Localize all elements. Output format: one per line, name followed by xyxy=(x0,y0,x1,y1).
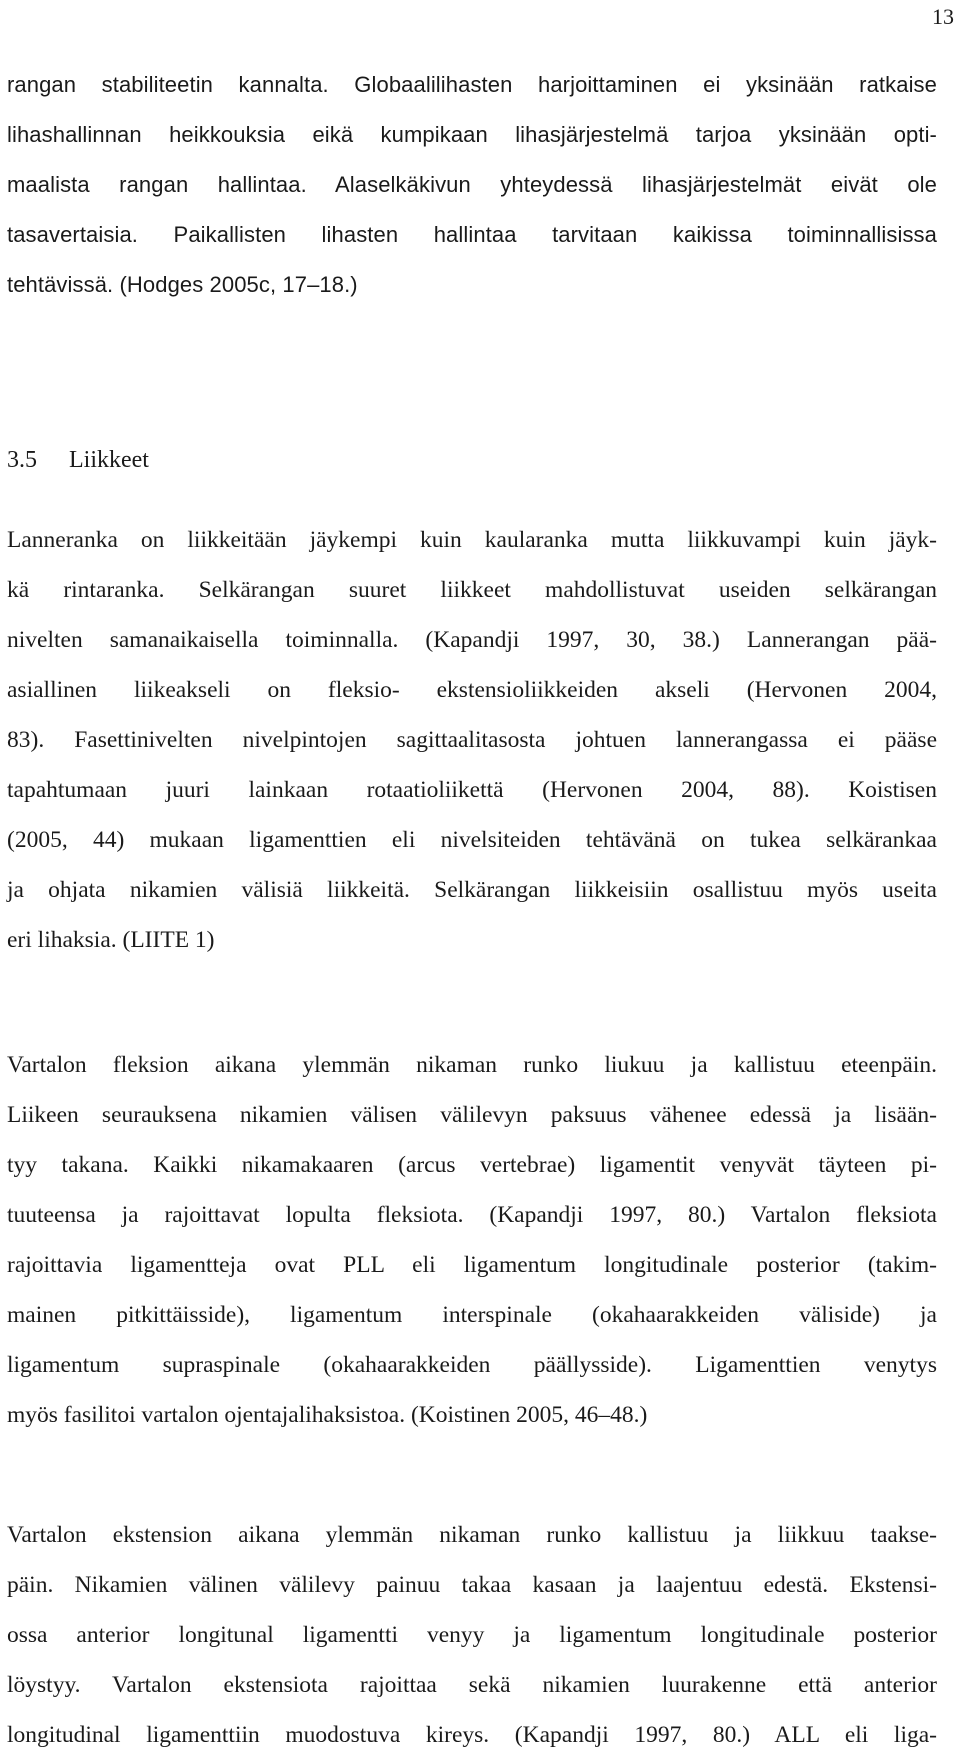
text-line: ja ohjata nikamien välisiä liikkeitä. Selkärangan liikkeisiin osallistuu myös useita xyxy=(7,877,937,903)
text-line: tehtävissä. (Hodges 2005c, 17–18.) xyxy=(7,272,358,297)
text-line: Vartalon fleksion aikana ylemmän nikaman runko liukuu ja kallistuu eteenpäin. xyxy=(7,1052,937,1078)
text-line: löystyy. Vartalon ekstensiota rajoittaa sekä nikamien luurakenne että anterior xyxy=(7,1672,937,1698)
body-paragraph xyxy=(7,515,937,965)
text-line: eri lihaksia. (LIITE 1) xyxy=(7,927,215,953)
text-line: asiallinen liikeakseli on fleksio- ekstensioliikkeiden akseli (Hervonen 2004, xyxy=(7,677,937,703)
intro-paragraph xyxy=(7,60,937,310)
text-line: päin. Nikamien välinen välilevy painuu takaa kasaan ja laajentuu edestä. Ekstensi- xyxy=(7,1572,937,1598)
body-paragraph xyxy=(7,1510,937,1760)
text-line: tapahtumaan juuri lainkaan rotaatioliikettä (Hervonen 2004, 88). Koistisen xyxy=(7,777,937,803)
text-line: tasavertaisia. Paikallisten lihasten hallintaa tarvitaan kaikissa toiminnallisissa xyxy=(7,222,937,247)
text-line: mainen pitkittäisside), ligamentum interspinale (okahaarakkeiden väliside) ja xyxy=(7,1302,937,1328)
text-line: ossa anterior longitunal ligamentti venyy ja ligamentum longitudinale posterior xyxy=(7,1622,937,1648)
body-paragraph xyxy=(7,1040,937,1440)
text-line: 83). Fasettinivelten nivelpintojen sagittaalitasosta johtuen lannerangassa ei pääse xyxy=(7,727,937,753)
text-line: Lanneranka on liikkeitään jäykempi kuin kaularanka mutta liikkuvampi kuin jäyk- xyxy=(7,527,937,553)
section-number: 3.5 xyxy=(7,447,37,473)
text-line: rajoittavia ligamentteja ovat PLL eli ligamentum longitudinale posterior (takim- xyxy=(7,1252,937,1278)
section-title: Liikkeet xyxy=(69,447,149,473)
page-number: 13 xyxy=(932,4,954,29)
text-line: maalista rangan hallintaa. Alaselkäkivun yhteydessä lihasjärjestelmät eivät ole xyxy=(7,172,937,197)
text-line: longitudinal ligamenttiin muodostuva kireys. (Kapandji 1997, 80.) ALL eli liga- xyxy=(7,1722,937,1748)
text-line: tuuteensa ja rajoittavat lopulta fleksiota. (Kapandji 1997, 80.) Vartalon fleksiota xyxy=(7,1202,937,1228)
text-line: nivelten samanaikaisella toiminnalla. (Kapandji 1997, 30, 38.) Lannerangan pää- xyxy=(7,627,937,653)
text-line: Liikeen seurauksena nikamien välisen välilevyn paksuus vähenee edessä ja lisään- xyxy=(7,1102,937,1128)
text-line: (2005, 44) mukaan ligamenttien eli nivelsiteiden tehtävänä on tukea selkärankaa xyxy=(7,827,937,853)
text-line: Vartalon ekstension aikana ylemmän nikaman runko kallistuu ja liikkuu taakse- xyxy=(7,1522,937,1548)
text-line: rangan stabiliteetin kannalta. Globaalilihasten harjoittaminen ei yksinään ratkaise xyxy=(7,72,937,97)
text-line: myös fasilitoi vartalon ojentajalihaksistoa. (Koistinen 2005, 46–48.) xyxy=(7,1402,648,1428)
text-line: kä rintaranka. Selkärangan suuret liikkeet mahdollistuvat useiden selkärangan xyxy=(7,577,937,603)
text-line: lihashallinnan heikkouksia eikä kumpikaan lihasjärjestelmä tarjoa yksinään opti- xyxy=(7,122,937,147)
section-heading xyxy=(7,440,149,480)
text-line: ligamentum supraspinale (okahaarakkeiden päällysside). Ligamenttien venytys xyxy=(7,1352,937,1378)
text-line: tyy takana. Kaikki nikamakaaren (arcus vertebrae) ligamentit venyvät täyteen pi- xyxy=(7,1152,937,1178)
